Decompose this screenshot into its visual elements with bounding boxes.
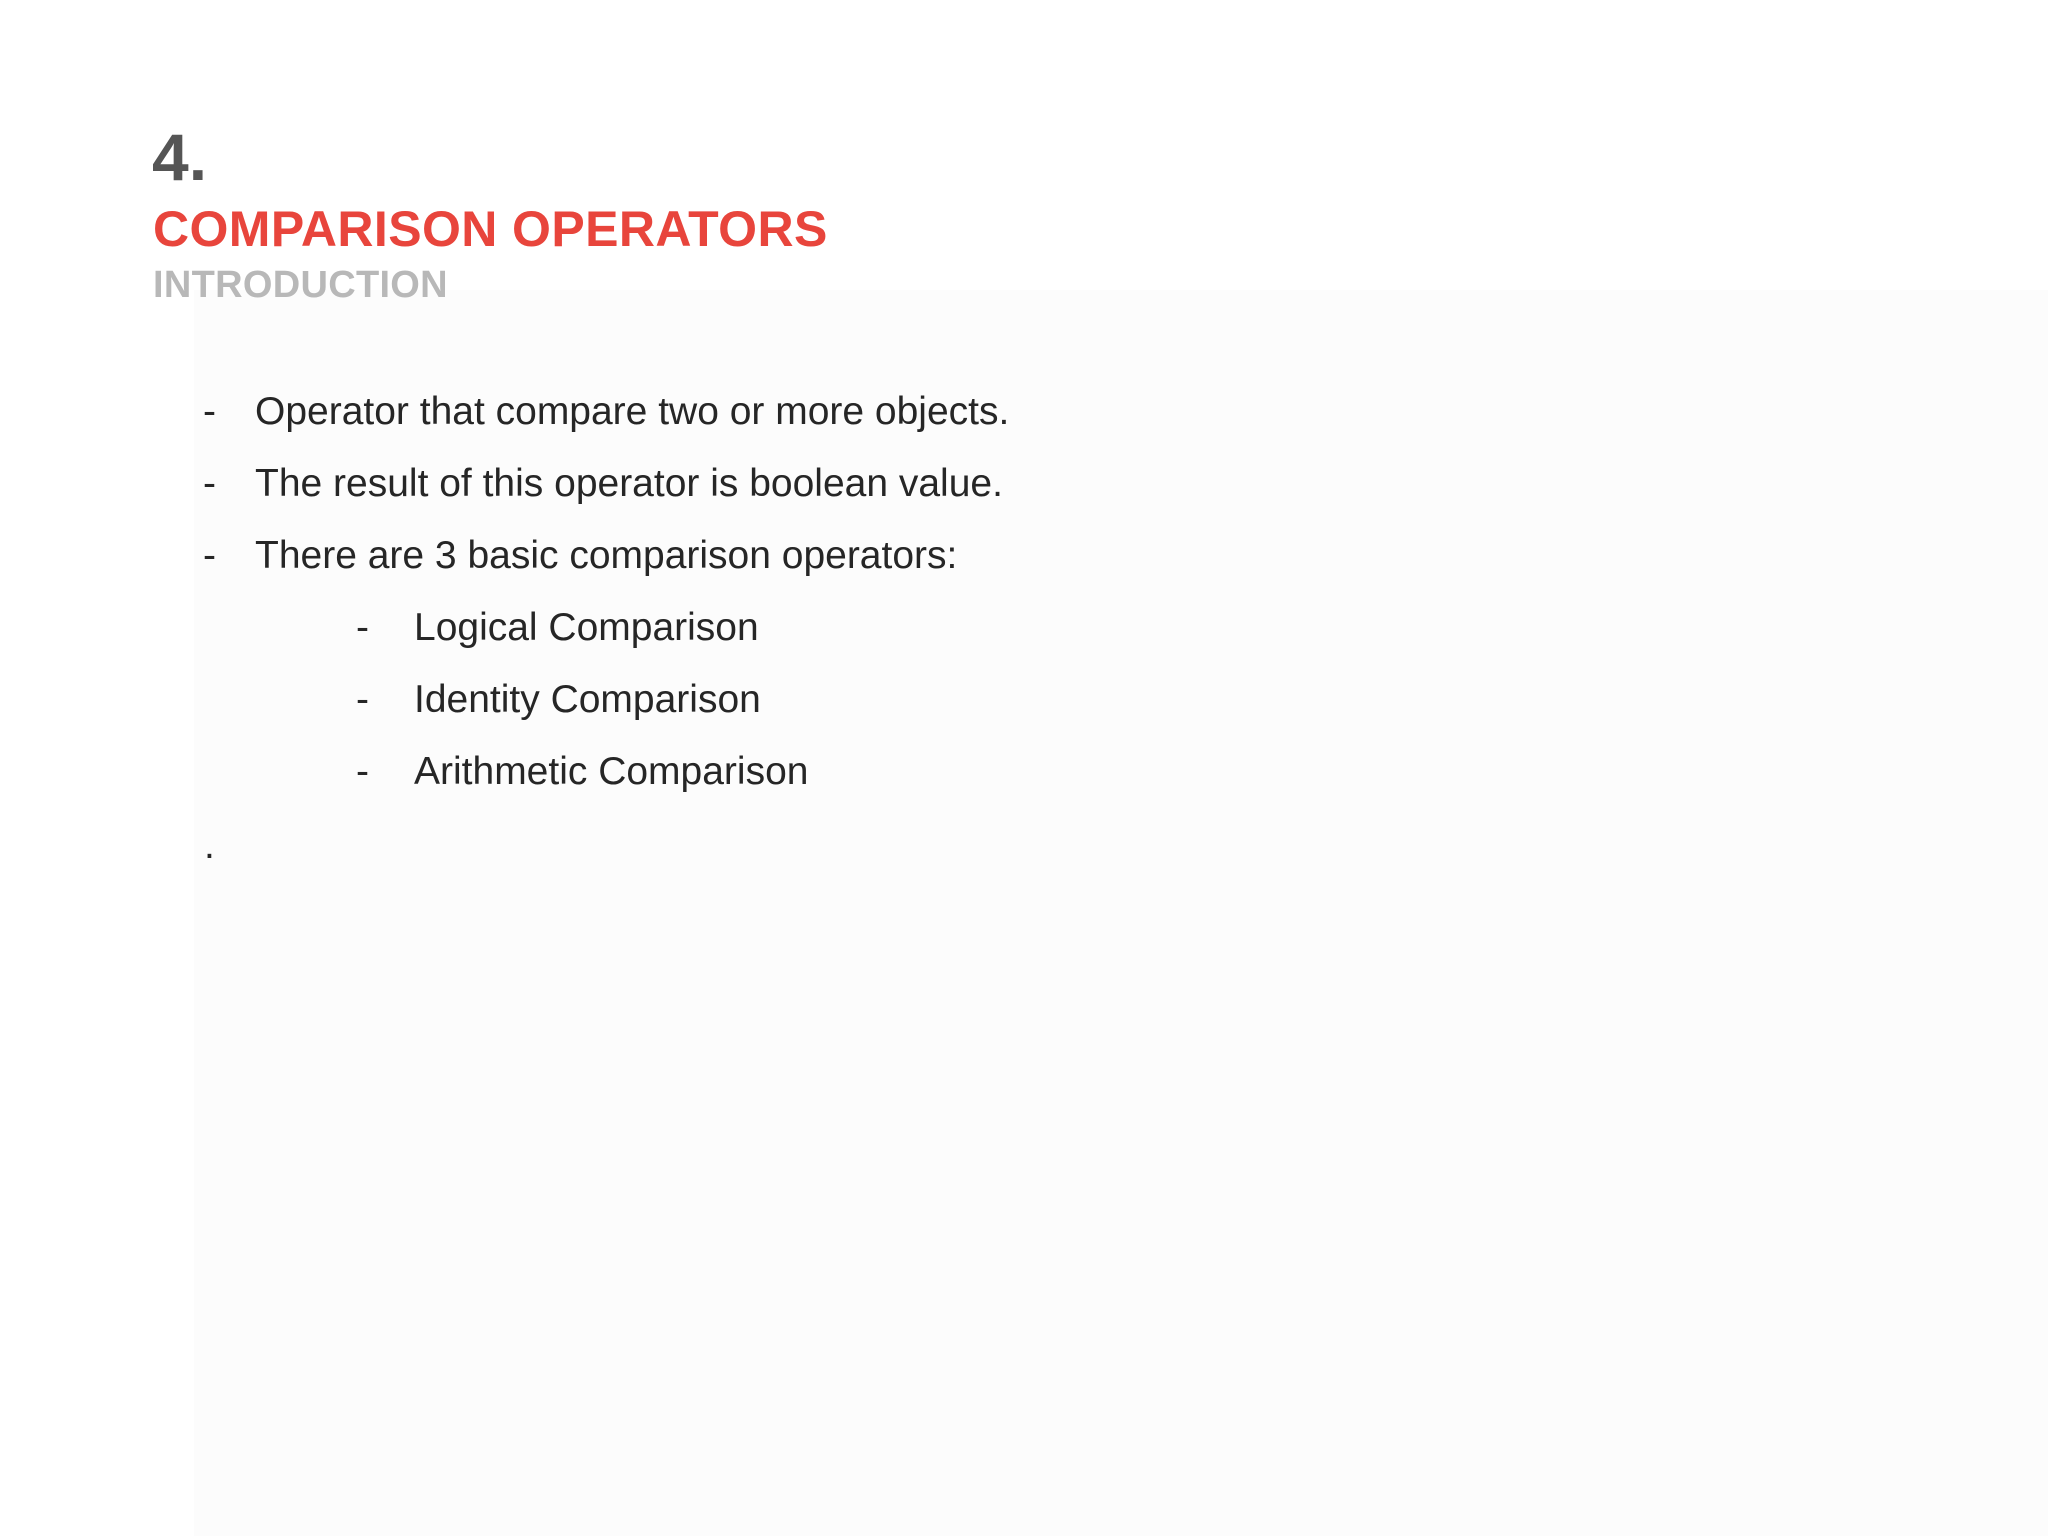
bullet-text: There are 3 basic comparison operators:	[255, 534, 958, 577]
sub-bullet-text: Arithmetic Comparison	[414, 750, 809, 793]
bullet-dash: -	[203, 534, 216, 577]
bullet-dash: -	[356, 606, 369, 649]
bullet-text: Operator that compare two or more objects.	[255, 390, 1010, 433]
slide-subtitle: INTRODUCTION	[153, 264, 448, 306]
slide-title: COMPARISON OPERATORS	[153, 201, 828, 257]
trailing-period: .	[204, 824, 215, 867]
section-number: 4.	[152, 120, 208, 194]
bullet-dash: -	[356, 678, 369, 721]
bullet-dash: -	[203, 462, 216, 505]
bullet-dash: -	[356, 750, 369, 793]
bullet-dash: -	[203, 390, 216, 433]
sub-bullet-text: Logical Comparison	[414, 606, 759, 649]
sub-bullet-text: Identity Comparison	[414, 678, 761, 721]
bullet-text: The result of this operator is boolean value.	[255, 462, 1003, 505]
